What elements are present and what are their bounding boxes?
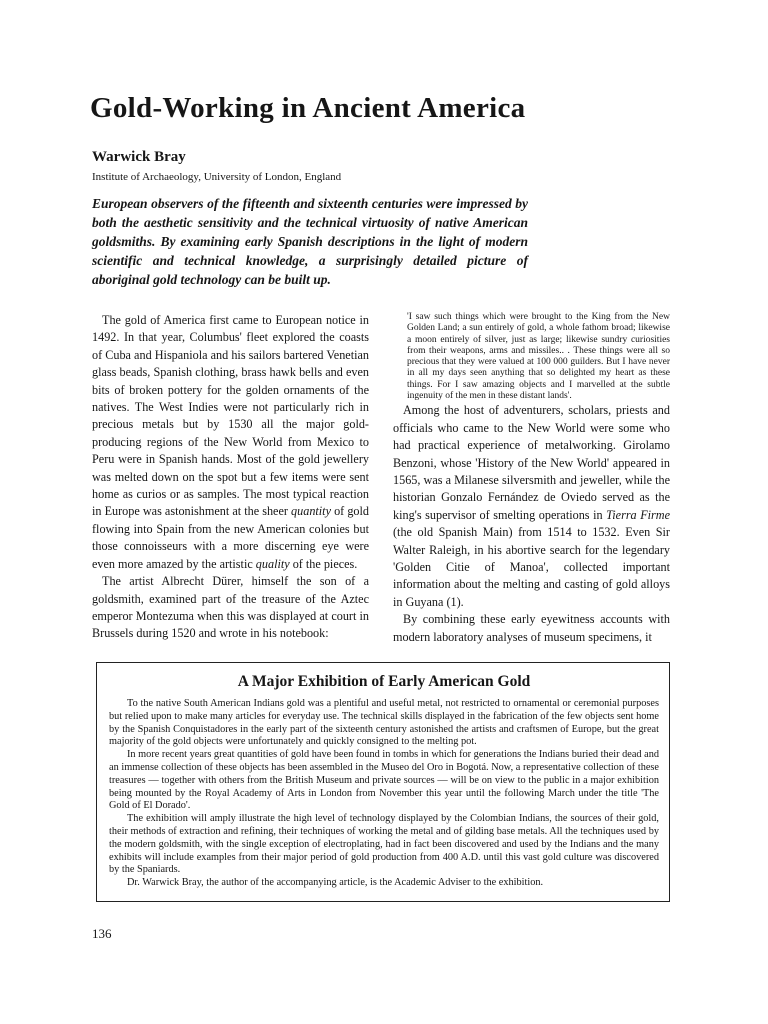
text-run: of the pieces. — [289, 556, 358, 571]
exhibition-box — [96, 662, 670, 902]
abstract: European observers of the fifteenth and sixteenth centuries were impressed by both the aesthetic sensitivity and the technical virtuosity of native American goldsmiths. By examining early Spanish descriptions in the light of modern scientific and technical knowledge, a surprisingly detailed picture of aboriginal gold technology can be built up. — [92, 196, 528, 287]
box-paragraph: Dr. Warwick Bray, the author of the accompanying article, is the Academic Adviser to the exhibition. — [127, 877, 544, 889]
page-number: 136 — [92, 926, 112, 941]
text-run: of gold flowing into Spain from the new American colonies but those connoisseurs with a more discerning eye were even more amazed by the artistic — [92, 504, 369, 571]
exhibition-box-title: A Major Exhibition of Early American Gold — [237, 673, 531, 690]
body-paragraph: By combining these early eyewitness accounts with modern laboratory analyses of museum specimens, it — [393, 612, 670, 644]
right-column — [393, 312, 670, 646]
box-paragraph: The exhibition will amply illustrate the high level of technology displayed by the Colombian Indians, the sources of their gold, their methods of extraction and refining, their techniques of working the metal and of gilding base metals. All the techniques used by the modern goldsmith, with the single exception of electroplating, had in fact been discovered and used by the Indians and the many exhibits will include examples from their major period of gold production from 400 A.D. until this vast gold culture was discovered by the Spaniards. — [109, 813, 659, 876]
emphasis-quantity: quantity — [291, 504, 331, 519]
box-paragraph: In more recent years great quantities of gold have been found in tombs in which for generations the Indians buried their dead and an immense collection of these objects has been assembled in the Museo del Oro in Bogotá. Now, a representative collection of these treasures — together with others from the British Museum and private sources — will be on view to the public in a major exhibition being mounted by the Royal Academy of Arts in London from November this year until the following March under the title 'The Gold of El Dorado'. — [109, 749, 659, 812]
text-run: The gold of America first came to European notice in 1492. In that year, Columbus' fleet explored the coasts of Cuba and Hispaniola and his sailors bartered Venetian glass beads, Spanish clothing, brass hawk bells and even bits of broken pottery for the golden ornaments of the natives. The West Indies were not particularly rich in precious metals but by 1530 all the major gold-producing regions of the New World from Mexico to Peru were in Spanish hands. Most of the gold jewellery was melted down on the spot but a few items were sent home as curios or as samples. The most typical reaction in Europe was astonishment at the sheer — [92, 313, 369, 519]
body-paragraph — [393, 402, 670, 611]
box-paragraph: To the native South American Indians gold was a plentiful and useful metal, not restricted to ornamental or ceremonial purposes but relied upon to make many articles for everyday use. The technical skills displayed in the fabrication of the few objects sent home by the Spanish Conquistadores in the early part of the sixteenth century astonished the artists and craftsmen of Europe, but the great majority of the gold objects were unfortunately and quickly consigned to the melting pot. — [109, 698, 659, 748]
author-name: Warwick Bray — [92, 149, 186, 165]
left-column — [92, 312, 369, 643]
author-affiliation: Institute of Archaeology, University of London, England — [92, 171, 342, 183]
text-run: (the old Spanish Main) from 1514 to 1532. Even Sir Walter Raleigh, in his abortive search for the legendary 'Golden Citie of Manoa', collected important information about the melting and casting of gold alloys in Guyana (1). — [393, 525, 670, 609]
article-title: Gold-Working in Ancient America — [90, 92, 526, 124]
body-paragraph — [92, 312, 369, 573]
durer-quote: 'I saw such things which were brought to the King from the New Golden Land; a sun entirely of gold, a whole fathom broad; likewise a moon entirely of silver, just as large; likewise sundry curiosities from their weapons, arms and missiles.. . These things were all so precious that they were valued at 100 000 guilders. But I have never in all my days seen anything that so delighted my heart as these things. For I saw amazing objects and I marvelled at the subtle ingenuity of the men in these distant lands'. — [407, 312, 670, 402]
text-run: Among the host of adventurers, scholars, priests and officials who came to the New World were some who had practical experience of metalworking. Girolamo Benzoni, whose 'History of the New World' appeared in 1565, was a Milanese silversmith and jeweller, while the historian Gonzalo Fernández de Oviedo served as the king's supervisor of smelting operations in — [393, 403, 670, 522]
body-paragraph: The artist Albrecht Dürer, himself the son of a goldsmith, examined part of the treasure of the Aztec emperor Montezuma when this was displayed at court in Brussels during 1520 and wrote in his notebook: — [92, 574, 369, 641]
emphasis-tierra-firme: Tierra Firme — [606, 507, 671, 522]
exhibition-box-body — [109, 698, 659, 890]
emphasis-quality: quality — [255, 556, 290, 571]
